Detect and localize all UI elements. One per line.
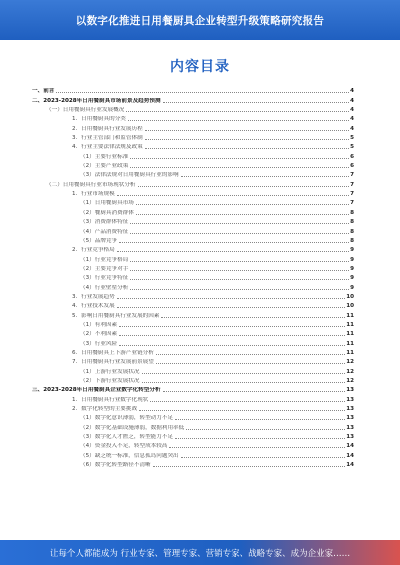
toc-entry-title: （3）行业风险 bbox=[80, 340, 118, 347]
toc-entry-page: 4 bbox=[350, 97, 354, 104]
toc-entry[interactable] bbox=[32, 384, 354, 393]
toc-entry[interactable] bbox=[32, 235, 354, 244]
toc-entry-page: 5 bbox=[350, 135, 354, 142]
toc-entry-title: （3）数字化人才匮乏，转型能力不足 bbox=[80, 434, 174, 441]
toc-entry[interactable] bbox=[32, 263, 354, 272]
toc-entry[interactable] bbox=[32, 300, 354, 309]
footer-banner bbox=[0, 540, 400, 565]
toc-entry-title: 二、2023-2028年日用餐厨具市场前景及趋势预测 bbox=[32, 97, 161, 104]
toc-entry[interactable] bbox=[32, 440, 354, 449]
toc-entry[interactable] bbox=[32, 356, 354, 365]
toc-entry-title: 1．日用餐厨具的分类 bbox=[72, 116, 126, 123]
toc-entry-page: 13 bbox=[346, 406, 354, 413]
toc-entry-page: 9 bbox=[350, 247, 354, 254]
toc-entry-page: 10 bbox=[346, 303, 354, 310]
toc-entry-page: 7 bbox=[350, 191, 354, 198]
toc-leader-dots bbox=[136, 204, 349, 205]
toc-leader-dots bbox=[142, 373, 346, 374]
toc-leader-dots bbox=[169, 447, 345, 448]
toc-entry-page: 8 bbox=[350, 209, 354, 216]
toc-leader-dots bbox=[117, 251, 349, 252]
toc-entry-title: （4）行业壁垒分析 bbox=[80, 284, 129, 291]
toc-entry-page: 8 bbox=[350, 237, 354, 244]
toc-entry-title: （2）主要竞争对手 bbox=[80, 265, 129, 272]
toc-entry[interactable] bbox=[32, 328, 354, 337]
toc-entry-page: 4 bbox=[350, 125, 354, 132]
toc-leader-dots bbox=[181, 176, 349, 177]
toc-entry-title: （1）主要行业标准 bbox=[80, 153, 129, 160]
toc-entry-page: 11 bbox=[346, 340, 354, 347]
toc-entry-page: 7 bbox=[350, 181, 354, 188]
toc-entry-page: 13 bbox=[346, 387, 354, 394]
toc-leader-dots bbox=[130, 233, 349, 234]
toc-entry-page: 9 bbox=[350, 284, 354, 291]
toc-entry[interactable] bbox=[32, 94, 354, 103]
toc-entry[interactable] bbox=[32, 169, 354, 178]
toc-entry-page: 9 bbox=[350, 256, 354, 263]
toc-entry-page: 6 bbox=[350, 153, 354, 160]
toc-entry[interactable] bbox=[32, 85, 354, 94]
toc-entry[interactable] bbox=[32, 421, 354, 430]
toc-entry-title: （5）缺乏统一标准，信息孤岛问题突出 bbox=[80, 452, 179, 459]
toc-entry-page: 11 bbox=[346, 349, 354, 356]
toc-leader-dots bbox=[119, 335, 345, 336]
toc-entry[interactable] bbox=[32, 253, 354, 262]
toc-entry-page: 14 bbox=[346, 452, 354, 459]
toc-entry-title: （二）日用餐厨具行业市场现状分析 bbox=[46, 181, 136, 188]
toc-entry-title: 2．日用餐厨具行业发展历程 bbox=[72, 125, 143, 132]
toc-entry[interactable] bbox=[32, 309, 354, 318]
toc-entry-title: （2）主要产业政策 bbox=[80, 163, 129, 170]
toc-entry-page: 13 bbox=[346, 424, 354, 431]
toc-entry[interactable] bbox=[32, 244, 354, 253]
toc-leader-dots bbox=[156, 354, 345, 355]
toc-entry-title: 三、2023-2028年日用餐厨具企业数字化转型分析 bbox=[32, 387, 161, 394]
toc-leader-dots bbox=[117, 195, 349, 196]
toc-entry-page: 4 bbox=[350, 88, 354, 95]
toc-leader-dots bbox=[136, 214, 349, 215]
toc-entry[interactable] bbox=[32, 431, 354, 440]
toc-leader-dots bbox=[186, 429, 345, 430]
toc-leader-dots bbox=[175, 419, 345, 420]
toc-entry-title: 一、前言 bbox=[32, 88, 55, 95]
toc-entry-title: 3．行业主管部门和监管体制 bbox=[72, 135, 143, 142]
toc-leader-dots bbox=[130, 167, 349, 168]
toc-entry-page: 7 bbox=[350, 200, 354, 207]
toc-entry-page: 11 bbox=[346, 321, 354, 328]
toc-leader-dots bbox=[119, 326, 345, 327]
toc-entry[interactable] bbox=[32, 113, 354, 122]
toc-entry-page: 7 bbox=[350, 172, 354, 179]
toc-entry-title: 5．影响日用餐厨具行业发展的因素 bbox=[72, 312, 160, 319]
toc-leader-dots bbox=[139, 410, 345, 411]
toc-heading: 内容目录 bbox=[170, 59, 230, 75]
toc-leader-dots bbox=[142, 382, 346, 383]
toc-entry[interactable] bbox=[32, 319, 354, 328]
toc-leader-dots bbox=[126, 111, 349, 112]
toc-leader-dots bbox=[153, 466, 346, 467]
toc-entry-title: 4．行业主要法律法规及政策 bbox=[72, 144, 143, 151]
toc-entry[interactable] bbox=[32, 132, 354, 141]
toc-leader-dots bbox=[163, 102, 350, 103]
toc-entry[interactable] bbox=[32, 216, 354, 225]
toc-leader-dots bbox=[117, 298, 345, 299]
toc-entry[interactable] bbox=[32, 160, 354, 169]
toc-entry[interactable] bbox=[32, 365, 354, 374]
toc-entry[interactable] bbox=[32, 393, 354, 402]
toc-leader-dots bbox=[130, 223, 349, 224]
toc-entry[interactable] bbox=[32, 459, 354, 468]
toc-entry-title: （2）不利因素 bbox=[80, 331, 118, 338]
toc-leader-dots bbox=[161, 317, 345, 318]
toc-entry-title: （3）行业竞争特征 bbox=[80, 275, 129, 282]
toc-entry[interactable] bbox=[32, 206, 354, 215]
toc-leader-dots bbox=[130, 279, 349, 280]
toc-entry[interactable] bbox=[32, 225, 354, 234]
toc-entry-title: （4）产品消费特征 bbox=[80, 228, 129, 235]
toc-entry[interactable] bbox=[32, 337, 354, 346]
toc-entry-page: 14 bbox=[346, 462, 354, 469]
toc-entry-title: 1．行业市场规模 bbox=[72, 191, 115, 198]
toc-entry[interactable] bbox=[32, 449, 354, 458]
toc-leader-dots bbox=[130, 289, 349, 290]
table-of-contents bbox=[32, 85, 354, 468]
toc-entry[interactable] bbox=[32, 281, 354, 290]
toc-entry[interactable] bbox=[32, 188, 354, 197]
toc-entry-title: （2）数字化基础设施薄弱，数据利用率低 bbox=[80, 424, 185, 431]
toc-entry-title: （2）餐厨具消费群体 bbox=[80, 209, 134, 216]
toc-entry-page: 12 bbox=[346, 378, 354, 384]
toc-entry-title: （1）行业竞争格局 bbox=[80, 256, 129, 263]
toc-entry-page: 9 bbox=[350, 265, 354, 272]
toc-entry[interactable] bbox=[32, 375, 354, 384]
toc-entry-title: 6．日用餐厨具上下游产业链分析 bbox=[72, 349, 154, 356]
toc-entry-page: 6 bbox=[350, 163, 354, 170]
toc-entry-title: （1）上游行业发展状况 bbox=[80, 368, 140, 375]
toc-entry-page: 11 bbox=[346, 331, 354, 338]
toc-leader-dots bbox=[119, 345, 345, 346]
footer-slogan: 让每个人都能成为 行业专家、管理专家、营销专家、战略专家、成为企业家…… bbox=[49, 548, 351, 559]
toc-leader-dots bbox=[130, 270, 349, 271]
toc-entry[interactable] bbox=[32, 403, 354, 412]
toc-leader-dots bbox=[145, 139, 349, 140]
toc-entry-title: 2．数字化转型的主要挑战 bbox=[72, 406, 138, 413]
toc-entry-title: （1）日用餐厨具市场 bbox=[80, 200, 134, 207]
header-banner bbox=[0, 0, 400, 40]
toc-leader-dots bbox=[117, 307, 345, 308]
toc-entry-page: 8 bbox=[350, 228, 354, 235]
toc-entry[interactable] bbox=[32, 291, 354, 300]
toc-entry-title: （1）数字化意识薄弱，转型动力不足 bbox=[80, 415, 174, 422]
toc-entry-title: 3．行业发展趋势 bbox=[72, 293, 115, 300]
toc-entry[interactable] bbox=[32, 272, 354, 281]
toc-entry-title: （1）有利因素 bbox=[80, 321, 118, 328]
toc-entry-title: （3）法律法规对日用餐厨具行业的影响 bbox=[80, 172, 179, 179]
toc-entry-page: 13 bbox=[346, 415, 354, 422]
toc-leader-dots bbox=[138, 186, 350, 187]
toc-entry-title: 4．行业技术发展 bbox=[72, 303, 115, 310]
toc-entry[interactable] bbox=[32, 104, 354, 113]
toc-entry-page: 9 bbox=[350, 275, 354, 282]
toc-entry-title: （一）日用餐厨具行业发展概况 bbox=[46, 107, 125, 114]
toc-entry-page: 13 bbox=[346, 434, 354, 441]
toc-entry[interactable] bbox=[32, 150, 354, 159]
toc-entry[interactable] bbox=[32, 178, 354, 187]
toc-entry[interactable] bbox=[32, 347, 354, 356]
report-title: 以数字化推进日用餐厨具企业转型升级策略研究报告 bbox=[75, 14, 325, 27]
toc-entry-page: 10 bbox=[346, 293, 354, 300]
toc-entry-page: 13 bbox=[346, 396, 354, 403]
toc-leader-dots bbox=[163, 391, 346, 392]
toc-entry-title: （2）下游行业发展状况 bbox=[80, 378, 140, 384]
toc-entry-title: 7．日用餐厨具行业发展前景展望 bbox=[72, 359, 154, 366]
toc-leader-dots bbox=[145, 130, 349, 131]
toc-leader-dots bbox=[56, 92, 349, 93]
toc-entry-title: （3）消费群体特征 bbox=[80, 219, 129, 226]
toc-entry-page: 8 bbox=[350, 219, 354, 226]
toc-entry-title: 2．行业竞争格局 bbox=[72, 247, 115, 254]
toc-entry-title: （5）品牌竞争 bbox=[80, 237, 118, 244]
toc-entry-title: （6）数字化转型路径不清晰 bbox=[80, 462, 151, 469]
toc-entry-page: 12 bbox=[346, 359, 354, 366]
toc-leader-dots bbox=[130, 158, 349, 159]
toc-entry[interactable] bbox=[32, 122, 354, 131]
toc-leader-dots bbox=[181, 457, 346, 458]
toc-leader-dots bbox=[156, 363, 345, 364]
toc-leader-dots bbox=[150, 401, 345, 402]
toc-entry-title: 1．日用餐厨具行业数字化现状 bbox=[72, 396, 149, 403]
toc-leader-dots bbox=[130, 261, 349, 262]
toc-entry-page: 5 bbox=[350, 144, 354, 151]
toc-entry-page: 4 bbox=[350, 107, 354, 114]
toc-leader-dots bbox=[119, 242, 349, 243]
toc-leader-dots bbox=[128, 120, 349, 121]
toc-entry-title: （4）资金投入不足，转型成本较高 bbox=[80, 443, 168, 450]
toc-entry[interactable] bbox=[32, 141, 354, 150]
toc-entry-page: 12 bbox=[346, 368, 354, 375]
toc-leader-dots bbox=[175, 438, 345, 439]
toc-entry[interactable] bbox=[32, 197, 354, 206]
toc-leader-dots bbox=[145, 148, 349, 149]
toc-entry-page: 11 bbox=[346, 312, 354, 319]
toc-entry-page: 14 bbox=[346, 443, 354, 450]
toc-entry[interactable] bbox=[32, 412, 354, 421]
toc-entry-page: 4 bbox=[350, 116, 354, 123]
